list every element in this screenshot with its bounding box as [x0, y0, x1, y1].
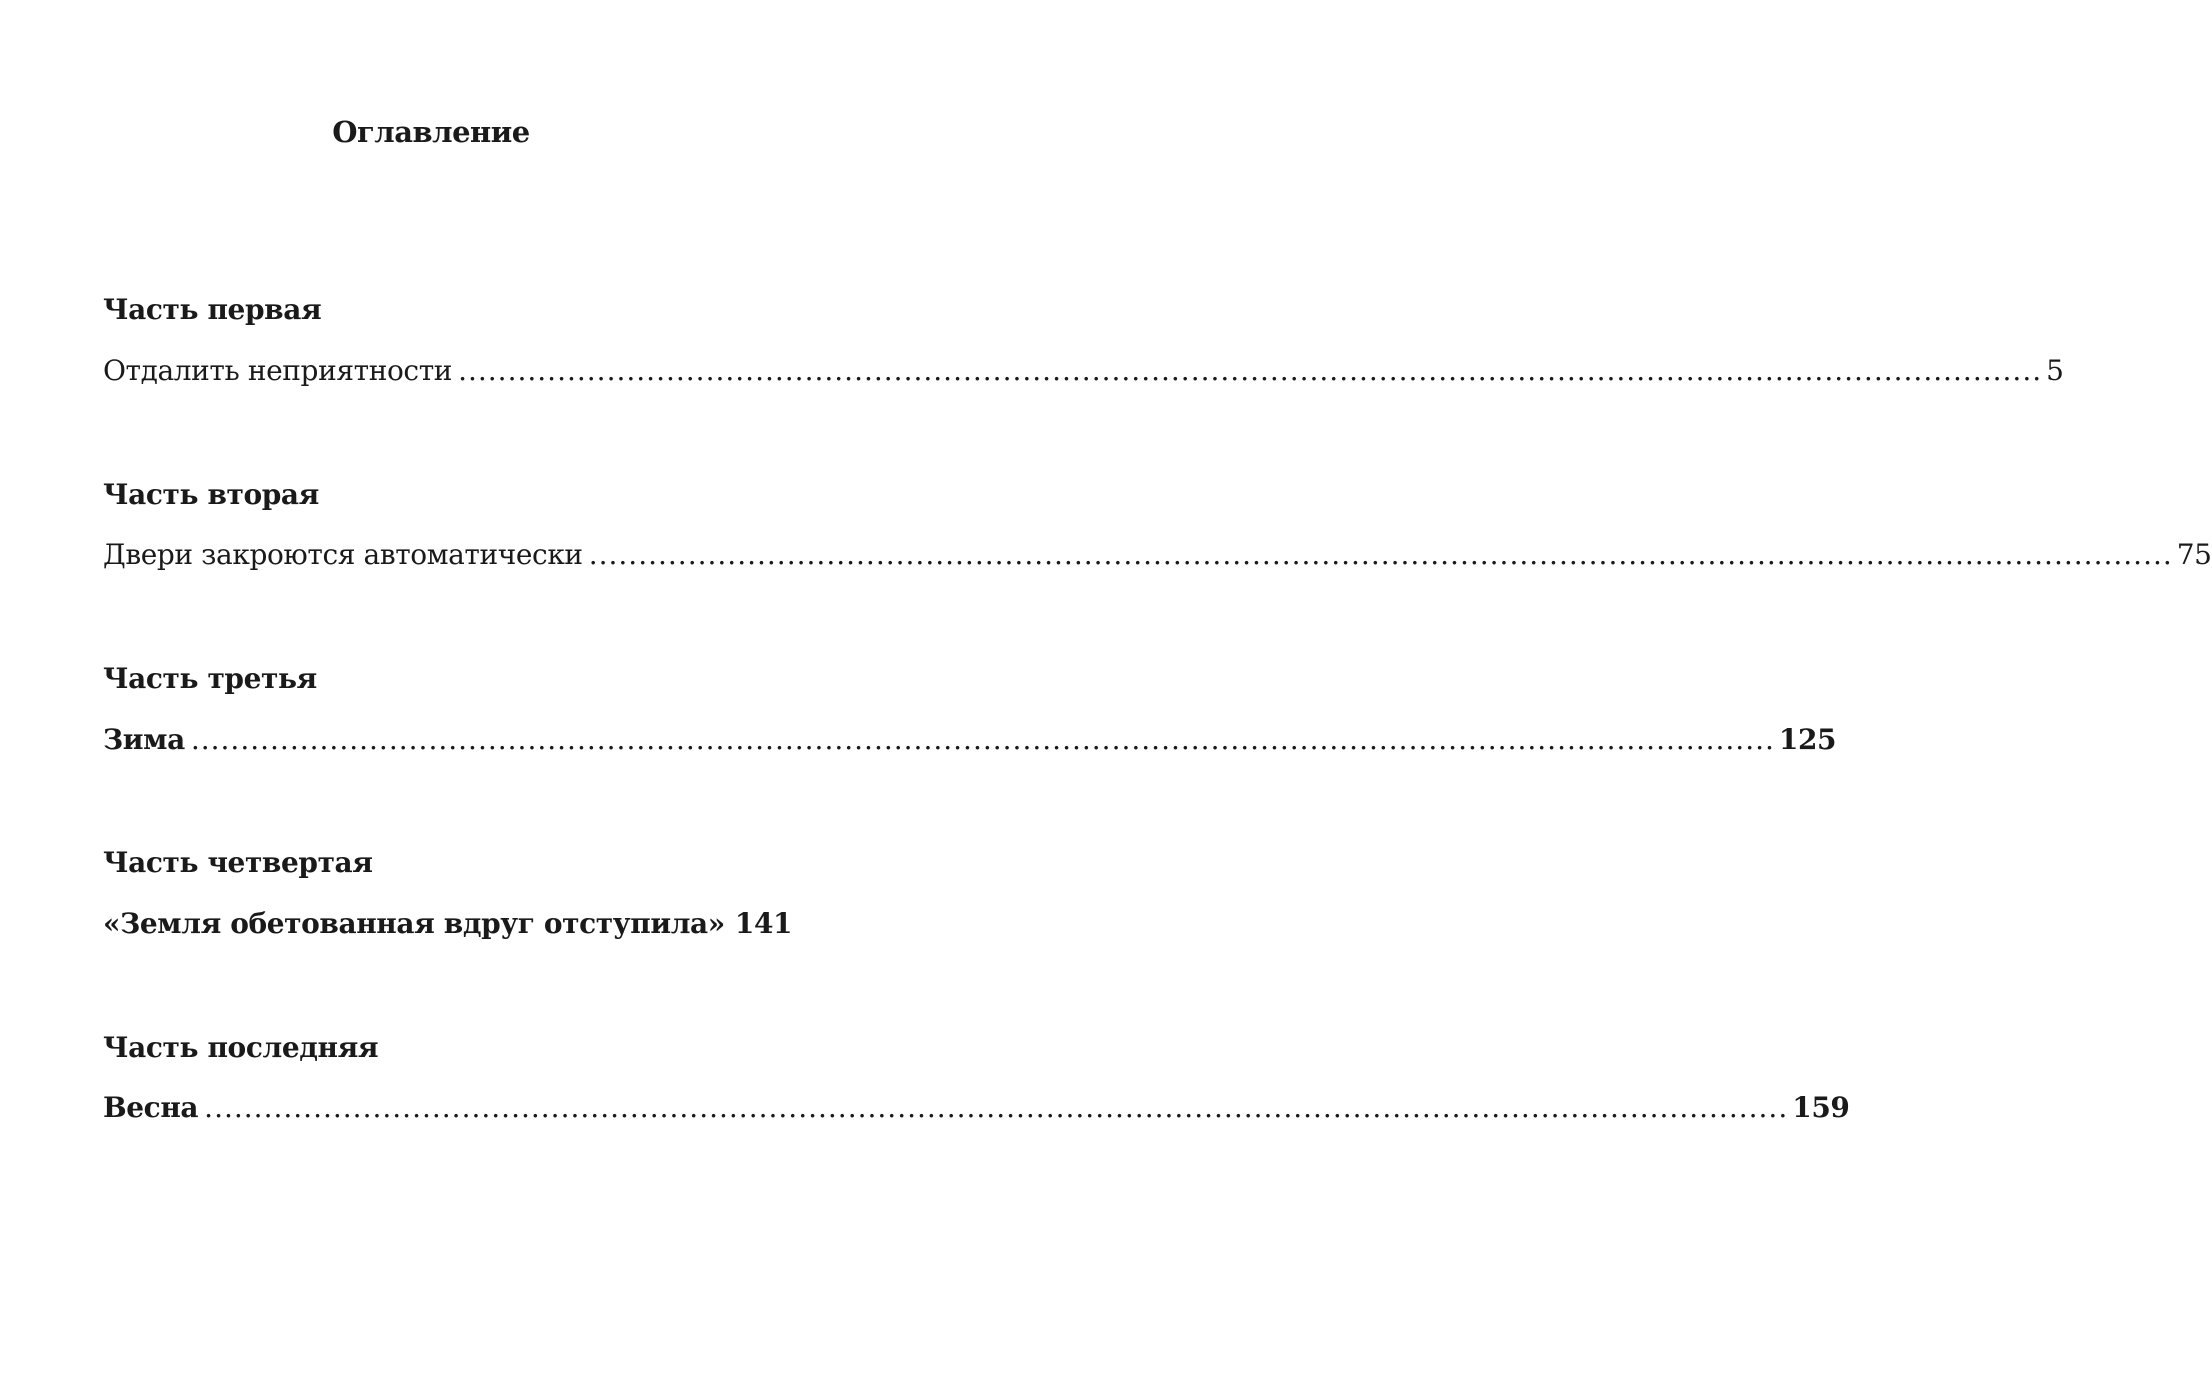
page-number: 75 — [2176, 538, 2212, 571]
entry-title: Весна — [103, 1091, 199, 1124]
toc-entry — [103, 535, 2212, 575]
toc-entry — [103, 904, 793, 944]
dot-leader — [458, 351, 2042, 391]
toc-entry — [103, 1088, 1850, 1128]
part-heading: Часть первая — [103, 293, 322, 326]
toc-entry — [103, 351, 2064, 391]
part-heading: Часть последняя — [103, 1031, 379, 1064]
entry-title: Двери закроются автоматически — [103, 538, 583, 571]
entry-title: «Земля обетованная вдруг отступила» — [103, 907, 725, 940]
toc-entry — [103, 720, 1837, 760]
toc-title: Оглавление — [332, 115, 530, 149]
page-number: 125 — [1778, 723, 1837, 756]
dot-leader — [589, 535, 2173, 575]
page-number: 141 — [734, 907, 793, 940]
entry-title: Зима — [103, 723, 185, 756]
part-heading: Часть вторая — [103, 478, 319, 511]
part-heading: Часть четвертая — [103, 846, 373, 879]
dot-leader — [191, 720, 1775, 760]
entry-title: Отдалить неприятности — [103, 354, 453, 387]
dot-leader — [204, 1088, 1788, 1128]
part-heading: Часть третья — [103, 662, 317, 695]
page-number: 5 — [2046, 354, 2064, 387]
page-number: 159 — [1792, 1091, 1850, 1124]
